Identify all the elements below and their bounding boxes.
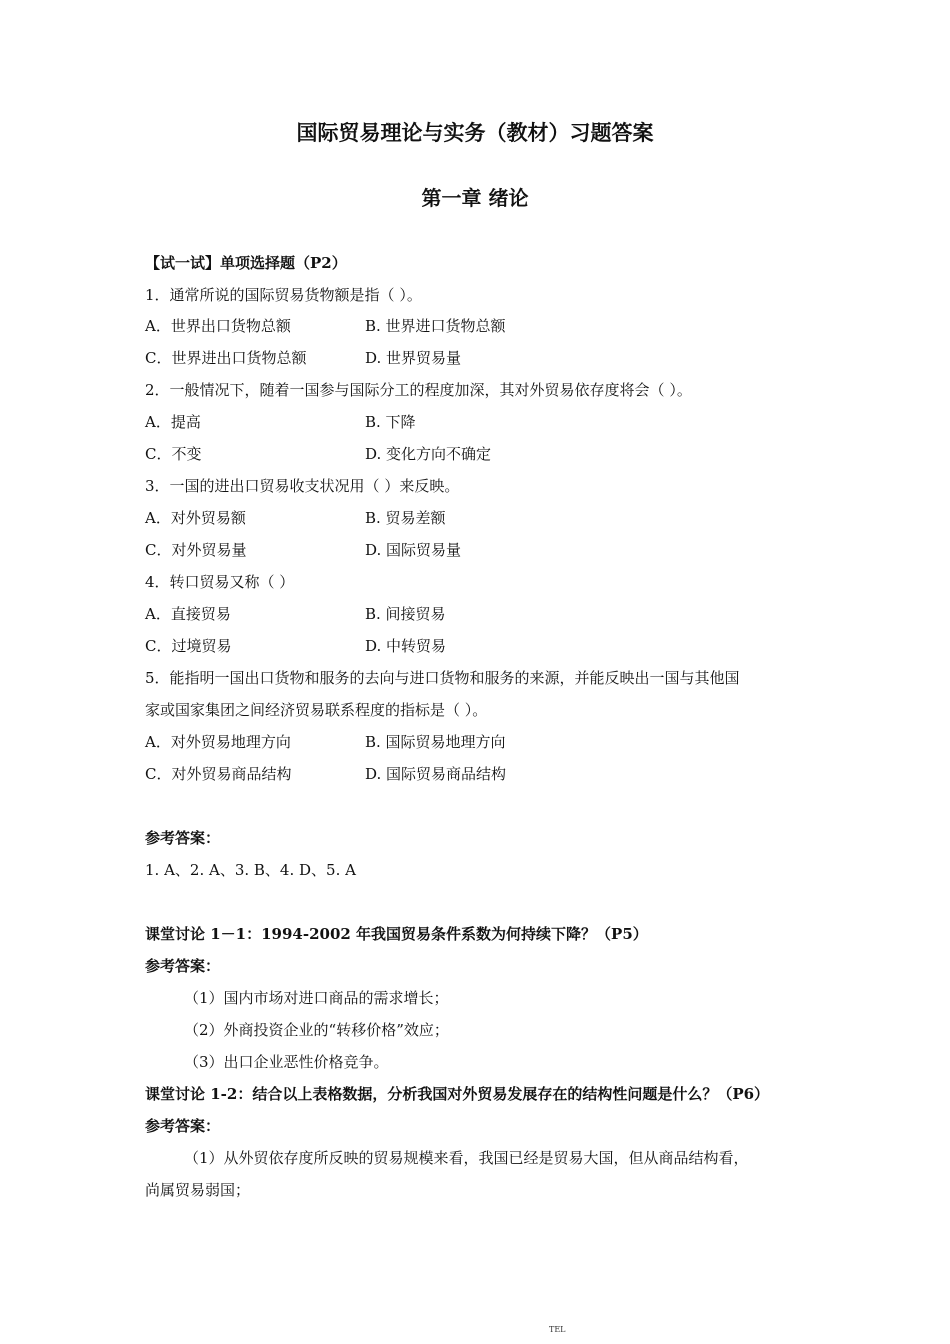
chapter-title: 第一章 绪论 <box>421 186 529 210</box>
q5-option-d: D. 国际贸易商品结构 <box>365 765 507 783</box>
discussion-2-point-1-line-2: 尚属贸易弱国； <box>145 1181 251 1199</box>
q5-option-b: B. 国际贸易地理方向 <box>365 733 506 751</box>
answer-key: 1. A、2. A、3. B、4. D、5. A <box>145 861 356 879</box>
discussion-1-heading: 课堂讨论 1－1：1994-2002 年我国贸易条件系数为何持续下降？（P5） <box>145 925 648 943</box>
q3-option-d: D. 国际贸易量 <box>365 541 462 559</box>
q1-option-a: A．世界出口货物总额 <box>145 317 291 335</box>
q4-option-d: D. 中转贸易 <box>365 637 447 655</box>
document-title: 国际贸易理论与实务（教材）习题答案 <box>296 120 654 145</box>
question-2: 2．一般情况下，随着一国参与国际分工的程度加深，其对外贸易依存度将会（ ）。 <box>145 381 692 399</box>
question-4: 4．转口贸易又称（ ） <box>145 573 295 591</box>
discussion-1-point-2: （2）外商投资企业的“转移价格”效应； <box>184 1021 449 1039</box>
q5-option-a: A．对外贸易地理方向 <box>145 733 291 751</box>
q1-option-d: D. 世界贸易量 <box>365 349 462 367</box>
q2-option-a: A．提高 <box>145 413 201 431</box>
section-heading: 【试一试】单项选择题（P2） <box>145 254 347 272</box>
q5-option-c: C．对外贸易商品结构 <box>145 765 292 783</box>
q3-option-a: A．对外贸易额 <box>145 509 246 527</box>
discussion-1-point-1: （1）国内市场对进口商品的需求增长； <box>184 989 449 1007</box>
q4-option-b: B. 间接贸易 <box>365 605 446 623</box>
question-5-line-2: 家或国家集团之间经济贸易联系程度的指标是（ ）。 <box>145 701 488 719</box>
question-1: 1．通常所说的国际贸易货物额是指（ ）。 <box>145 286 422 304</box>
discussion-1-point-3: （3）出口企业恶性价格竞争。 <box>184 1053 389 1071</box>
q4-option-a: A．直接贸易 <box>145 605 231 623</box>
discussion-2-answer-label: 参考答案： <box>145 1117 221 1135</box>
discussion-2-point-1-line-1: （1）从外贸依存度所反映的贸易规模来看，我国已经是贸易大国，但从商品结构看， <box>184 1149 749 1167</box>
question-5-line-1: 5．能指明一国出口货物和服务的去向与进口货物和服务的来源，并能反映出一国与其他国 <box>145 669 740 687</box>
answer-label: 参考答案： <box>145 829 221 847</box>
q2-option-c: C．不变 <box>145 445 202 463</box>
discussion-1-answer-label: 参考答案： <box>145 957 221 975</box>
q1-option-c: C．世界进出口货物总额 <box>145 349 307 367</box>
q2-option-b: B. 下降 <box>365 413 416 431</box>
discussion-2-heading: 课堂讨论 1-2：结合以上表格数据，分析我国对外贸易发展存在的结构性问题是什么？（P6） <box>145 1085 770 1103</box>
q3-option-c: C．对外贸易量 <box>145 541 247 559</box>
question-3: 3．一国的进出口贸易收支状况用（ ）来反映。 <box>145 477 460 495</box>
q1-option-b: B. 世界进口货物总额 <box>365 317 506 335</box>
q4-option-c: C．过境贸易 <box>145 637 232 655</box>
footer-mark: TEL <box>549 1325 566 1334</box>
q3-option-b: B. 贸易差额 <box>365 509 446 527</box>
q2-option-d: D. 变化方向不确定 <box>365 445 492 463</box>
